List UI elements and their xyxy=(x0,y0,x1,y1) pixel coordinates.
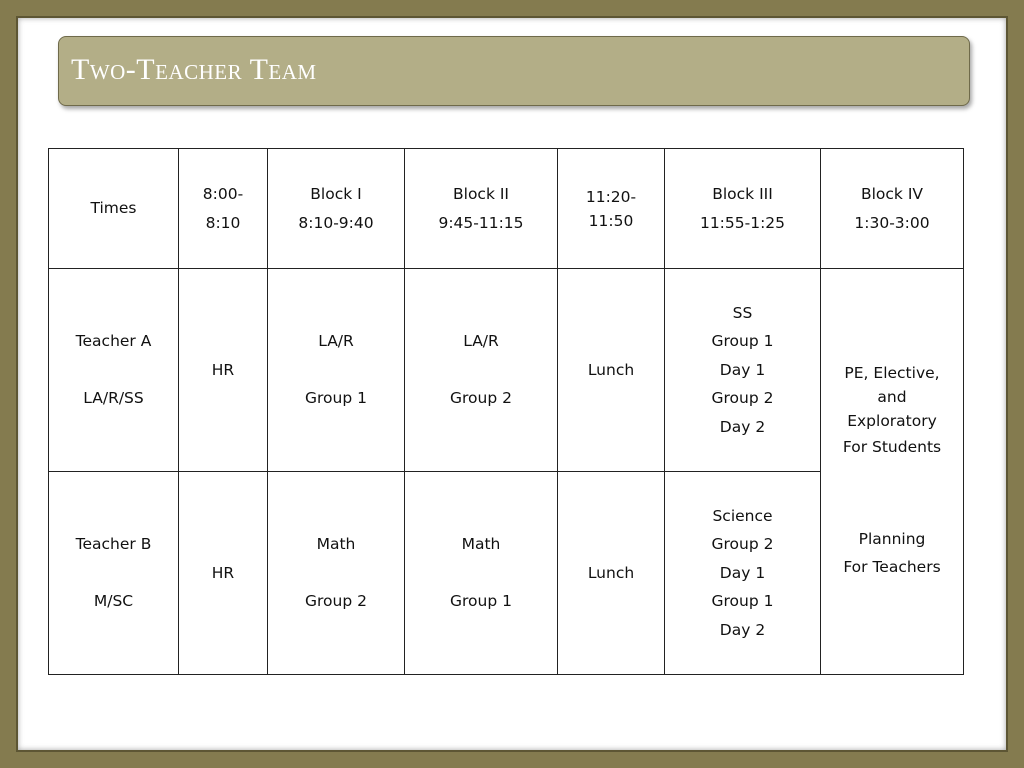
block-4-merged: PE, Elective, and Exploratory For Students Planning For Teachers xyxy=(821,269,964,675)
teacher-b-hr: HR xyxy=(179,472,268,675)
teacher-a-row xyxy=(49,269,964,472)
teacher-b-lunch: Lunch xyxy=(558,472,665,675)
header-block-1: Block I 8:10-9:40 xyxy=(268,149,405,269)
slide-title: Two-Teacher Team xyxy=(71,53,317,86)
teacher-a-name: Teacher A LA/R/SS xyxy=(49,269,179,472)
header-times: Times xyxy=(49,149,179,269)
teacher-b-block-3: Science Group 2 Day 1 Group 1 Day 2 xyxy=(665,472,821,675)
header-block-2: Block II 9:45-11:15 xyxy=(405,149,558,269)
header-lunch-time: 11:20- 11:50 xyxy=(558,149,665,269)
teacher-b-block-2: Math Group 1 xyxy=(405,472,558,675)
header-row xyxy=(49,149,964,269)
teacher-b-name: Teacher B M/SC xyxy=(49,472,179,675)
header-block-3: Block III 11:55-1:25 xyxy=(665,149,821,269)
schedule-table xyxy=(48,148,964,675)
header-block-4: Block IV 1:30-3:00 xyxy=(821,149,964,269)
title-bar xyxy=(58,36,970,106)
teacher-a-lunch: Lunch xyxy=(558,269,665,472)
teacher-b-block-1: Math Group 2 xyxy=(268,472,405,675)
header-hr-time: 8:00- 8:10 xyxy=(179,149,268,269)
teacher-a-block-1: LA/R Group 1 xyxy=(268,269,405,472)
teacher-a-block-2: LA/R Group 2 xyxy=(405,269,558,472)
teacher-a-block-3: SS Group 1 Day 1 Group 2 Day 2 xyxy=(665,269,821,472)
slide xyxy=(16,16,1008,752)
teacher-a-hr: HR xyxy=(179,269,268,472)
